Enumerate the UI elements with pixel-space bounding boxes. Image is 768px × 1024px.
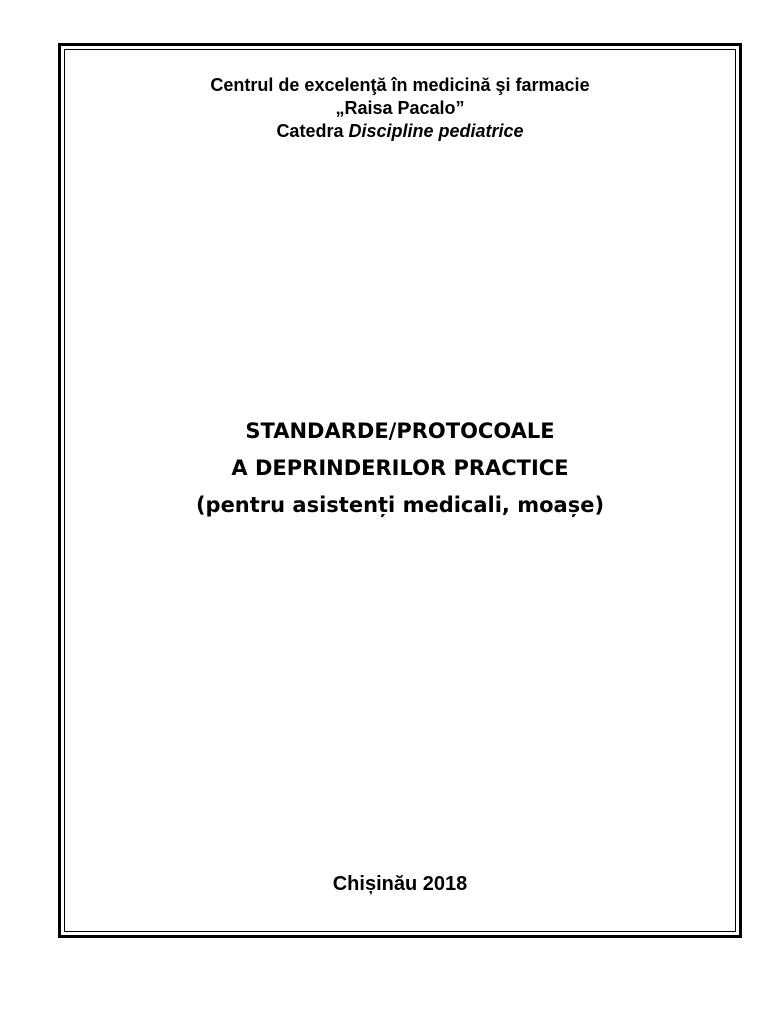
title-line-2: A DEPRINDERILOR PRACTICE [231, 456, 569, 480]
document-header [65, 74, 735, 143]
institution-line: Centrul de excelenţă în medicină şi farmacie [210, 75, 590, 95]
department-line [65, 120, 735, 143]
title-line-3: (pentru asistenți medicali, moașe) [195, 493, 605, 517]
document-footer [65, 872, 735, 896]
place-year: Chișinău 2018 [332, 873, 468, 895]
institution-name-line: „Raisa Pacalo” [335, 98, 465, 118]
document-title [65, 413, 735, 524]
page-border-outer [58, 43, 742, 938]
department-prefix: Catedra [276, 121, 344, 141]
title-line-1: STANDARDE/PROTOCOALE [245, 419, 555, 443]
page-border-inner [64, 49, 736, 932]
department-name: Discipline pediatrice [348, 121, 524, 141]
